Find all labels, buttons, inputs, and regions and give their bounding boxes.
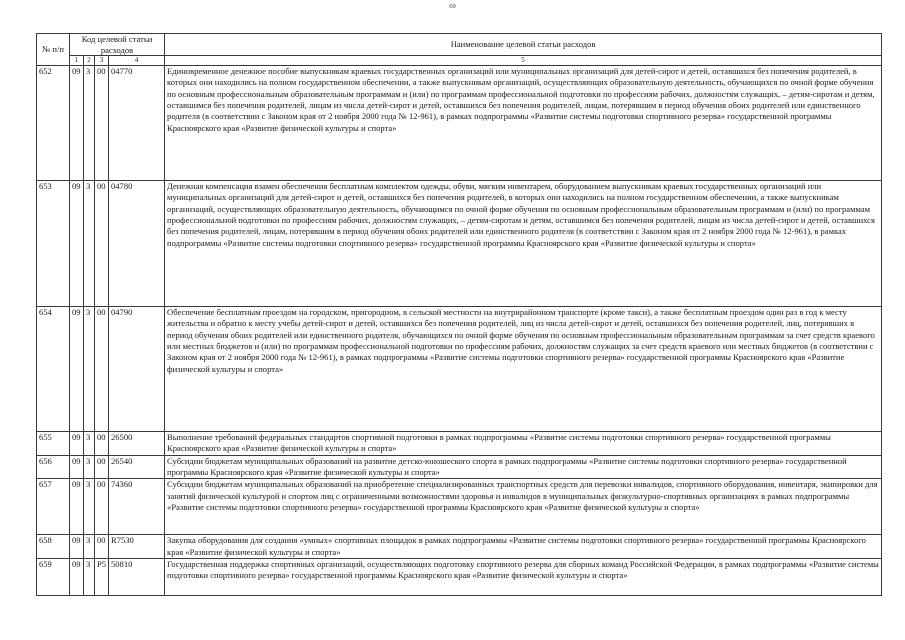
code-part-1: 09 [70, 479, 84, 535]
row-number: 655 [37, 432, 70, 456]
row-description: Обеспечение бесплатным проездом на городском, пригородном, в сельской местности на внутрирайонном транспорте (кроме такси), а также бесплатным проездом один раз в год к месту жительства и обратно к месту учебы детей-сирот и детей, оставшихся без попечения родителей, лиц из числа детей-сирот и детей, оставшихся без попечения родителей, лиц, потерявших в период обучения обоих родителей или единственного родителя, обучающихся по очной форме обучения по основным профессиональным образовательным программам за счет средств краевого или местных бюджетов и (или) по программам профессиональной подготовки по профессиям рабочих, должностям служащих за счет средств краевого или местных бюджетов (в соответствии с Законом края от 2 ноября 2000 года № 12-961), в рамках подпрограммы «Развитие системы подготовки спортивного резерва» государственной программы Красноярского края «Развитие физической культуры и спорта» [165, 307, 882, 432]
code-part-1: 09 [70, 181, 84, 307]
table-row [37, 66, 882, 181]
code-part-4: 04770 [109, 66, 165, 181]
code-part-4: 50810 [109, 559, 165, 596]
row-description: Государственная поддержка спортивных организаций, осуществляющих подготовку спортивного резерва для сборных команд Российской Федерации, в рамках подпрограммы «Развитие системы подготовки спортивного резерва» государственной программы Красноярского края «Развитие физической культуры и спорта» [165, 559, 882, 596]
code-part-1: 09 [70, 432, 84, 456]
code-part-1: 09 [70, 66, 84, 181]
code-part-1: 09 [70, 559, 84, 596]
code-part-4: 26500 [109, 432, 165, 456]
row-number: 656 [37, 455, 70, 479]
page-number: 69 [449, 3, 456, 10]
subheader-col-2: 2 [84, 56, 95, 66]
row-number: 659 [37, 559, 70, 596]
table-row [37, 455, 882, 479]
subheader-col-5: 5 [165, 56, 882, 66]
code-part-3: 00 [95, 535, 109, 559]
row-description: Денежная компенсация взамен обеспечения бесплатным комплектом одежды, обуви, мягким инвентарем, оборудованием выпускникам краевых государственных организаций или муниципальных организаций для детей-сирот и детей, оставшихся без попечения родителей, в которых они находились на полном государственном обеспечении, а также выпускникам организаций, осуществляющих образовательную деятельность, обучающимся по очной форме обучения по основным профессиональным образовательным программам и (или) по программам профессиональной подготовки по профессиям рабочих, должностям служащих, – детям-сиротам и детям, оставшимся без попечения родителей, лицам из числа детей-сирот и детей, оставшихся без попечения родителей, лицам, потерявшим в период обучения обоих родителей или единственного родителя (в соответствии с Законом края от 2 ноября 2000 года № 12-961), в рамках подпрограммы «Развитие системы подготовки спортивного резерва» государственной программы Красноярского края «Развитие физической культуры и спорта» [165, 181, 882, 307]
row-description: Субсидии бюджетам муниципальных образований на развитие детско-юношеского спорта в рамках подпрограммы «Развитие системы подготовки спортивного резерва» государственной программы Красноярского края «Развитие физической культуры и спорта» [165, 455, 882, 479]
table-row [37, 559, 882, 596]
row-number: 658 [37, 535, 70, 559]
code-part-3: 00 [95, 66, 109, 181]
code-part-2: 3 [84, 479, 95, 535]
code-part-4: 74360 [109, 479, 165, 535]
row-number: 653 [37, 181, 70, 307]
row-description: Закупка оборудования для создания «умных» спортивных площадок в рамках подпрограммы «Развитие системы подготовки спортивного резерва» государственной программы Красноярского края «Развитие физической культуры и спорта» [165, 535, 882, 559]
row-number: 657 [37, 479, 70, 535]
code-part-1: 09 [70, 455, 84, 479]
code-part-4: 04780 [109, 181, 165, 307]
table-row [37, 479, 882, 535]
header-number: № п/п [37, 34, 70, 66]
code-part-1: 09 [70, 307, 84, 432]
code-part-4: R7530 [109, 535, 165, 559]
row-number: 654 [37, 307, 70, 432]
code-part-2: 3 [84, 181, 95, 307]
code-part-3: P5 [95, 559, 109, 596]
table-row [37, 181, 882, 307]
code-part-3: 00 [95, 432, 109, 456]
code-part-3: 00 [95, 479, 109, 535]
code-part-3: 00 [95, 181, 109, 307]
code-part-2: 3 [84, 559, 95, 596]
table-row [37, 307, 882, 432]
budget-classification-table [36, 33, 882, 596]
row-description: Субсидии бюджетам муниципальных образований на приобретение специализированных транспортных средств для перевозки инвалидов, спортивного оборудования, инвентаря, экипировки для занятий физической культурой и спортом лиц с ограниченными возможностями здоровья и инвалидов в муниципальных физкультурно-спортивных организациях в рамках подпрограммы «Развитие системы подготовки спортивного резерва» государственной программы Красноярского края «Развитие физической культуры и спорта» [165, 479, 882, 535]
code-part-1: 09 [70, 535, 84, 559]
code-part-2: 3 [84, 66, 95, 181]
code-part-2: 3 [84, 455, 95, 479]
code-part-4: 04790 [109, 307, 165, 432]
table-row [37, 535, 882, 559]
row-description: Единовременное денежное пособие выпускникам краевых государственных организаций или муниципальных организаций для детей-сирот и детей, оставшихся без попечения родителей, в которых они находились на полном государственном обеспечении, а также выпускникам организаций, осуществляющих образовательную деятельность, обучающихся по очной форме обучения по основным профессиональным образовательным программам и (или) по программам профессиональной подготовки по профессиям рабочих, должностям служащих, – детям-сиротам и детям, оставшимся без попечения родителей, лицам из числа детей-сирот и детей, оставшихся без попечения родителей, лицам, потерявшим в период обучения обоих родителей или единственного родителя (в соответствии с Законом края от 2 ноября 2000 года № 12-961), в рамках подпрограммы «Развитие системы подготовки спортивного резерва» государственной программы Красноярского края «Развитие физической культуры и спорта» [165, 66, 882, 181]
code-part-3: 00 [95, 307, 109, 432]
row-number: 652 [37, 66, 70, 181]
header-target-code: Код целевой статьи расходов [70, 34, 165, 56]
subheader-col-4: 4 [109, 56, 165, 66]
code-part-3: 00 [95, 455, 109, 479]
code-part-2: 3 [84, 307, 95, 432]
table-row [37, 432, 882, 456]
row-description: Выполнение требований федеральных стандартов спортивной подготовки в рамках подпрограммы «Развитие системы подготовки спортивного резерва» государственной программы Красноярского края «Развитие физической культуры и спорта» [165, 432, 882, 456]
code-part-4: 26540 [109, 455, 165, 479]
header-target-name: Наименование целевой статьи расходов [165, 34, 882, 56]
code-part-2: 3 [84, 535, 95, 559]
code-part-2: 3 [84, 432, 95, 456]
subheader-col-3: 3 [95, 56, 109, 66]
subheader-col-1: 1 [70, 56, 84, 66]
